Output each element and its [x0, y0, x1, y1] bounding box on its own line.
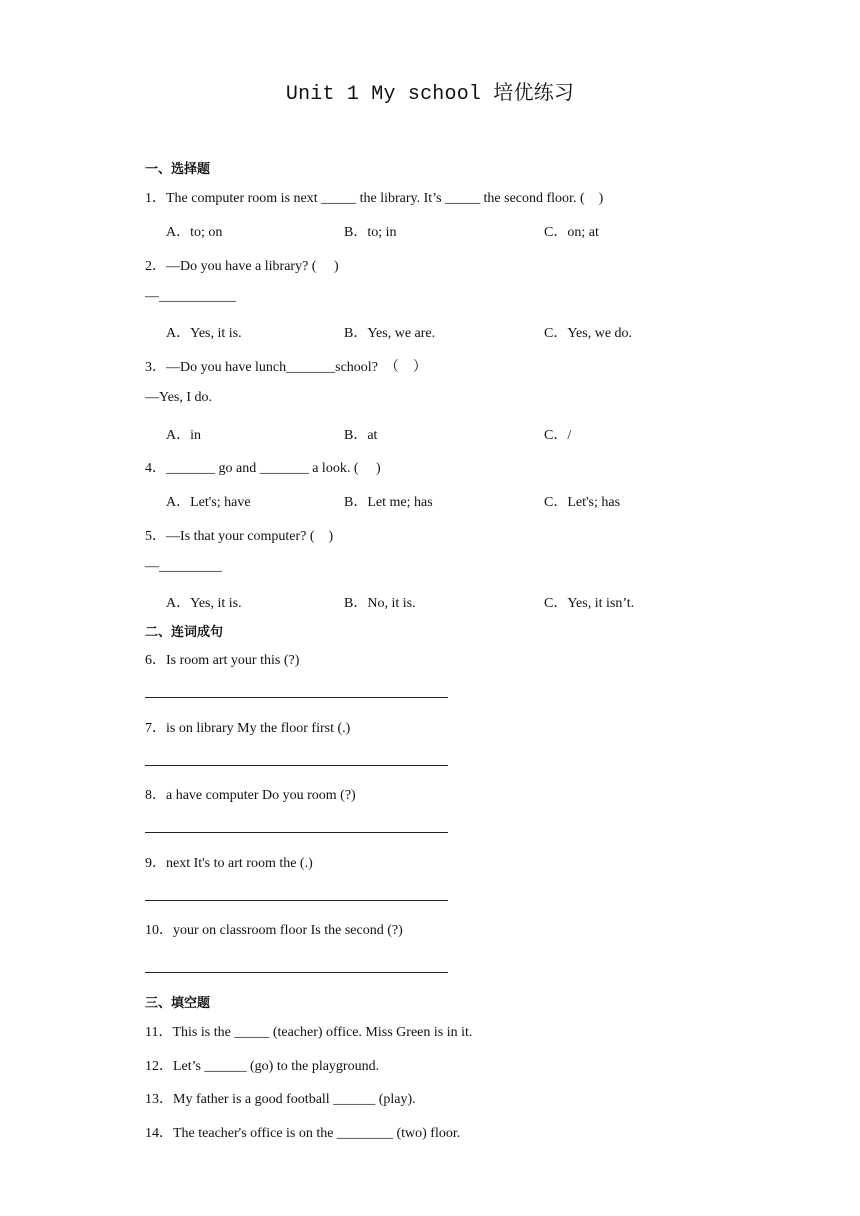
- q3-option-a: A．in: [166, 428, 201, 443]
- question-2: 2．—Do you have a library? ( ): [145, 259, 339, 274]
- q10-answer-line: [145, 972, 448, 973]
- question-9: 9．next It's to art room the (.): [145, 856, 313, 871]
- question-5: 5．—Is that your computer? ( ): [145, 529, 334, 544]
- q9-answer-line: [145, 900, 448, 901]
- q2-option-b: B．Yes, we are.: [344, 326, 436, 341]
- q1-option-c: C．on; at: [544, 225, 599, 240]
- q13-text-after: (play).: [375, 1092, 416, 1107]
- q3-option-b: B．at: [344, 428, 378, 443]
- q2-option-c: C．Yes, we do.: [544, 326, 633, 341]
- question-11: [145, 1021, 472, 1041]
- q6-answer-line: [145, 697, 448, 698]
- q13-blank: ______: [333, 1092, 376, 1107]
- q8-answer-line: [145, 832, 448, 833]
- q11-text-before: 11．This is the: [145, 1025, 235, 1040]
- q3-answer-line: —Yes, I do.: [145, 390, 213, 405]
- page-title: Unit 1 My school 培优练习: [285, 83, 575, 106]
- section-heading-order: 二、连词成句: [145, 625, 224, 640]
- q11-blank: _____: [234, 1025, 270, 1040]
- question-8: 8．a have computer Do you room (?): [145, 788, 356, 803]
- q14-text-after: (two) floor.: [392, 1126, 461, 1141]
- q5-option-c: C．Yes, it isn’t.: [544, 596, 635, 611]
- q4-option-a: A．Let's; have: [166, 495, 251, 510]
- q1-option-a: A．to; on: [166, 225, 223, 240]
- q12-blank: ______: [204, 1059, 247, 1074]
- q13-text-before: 13．My father is a good football: [145, 1092, 334, 1107]
- question-14: [145, 1122, 460, 1142]
- question-10: 10．your on classroom floor Is the second (?): [145, 923, 403, 938]
- q5-option-b: B．No, it is.: [344, 596, 416, 611]
- question-4: 4．_______ go and _______ a look. ( ): [145, 461, 381, 476]
- question-7: 7．is on library My the floor first (.): [145, 721, 351, 736]
- q4-option-b: B．Let me; has: [344, 495, 433, 510]
- question-1: 1．The computer room is next _____ the library. It’s _____ the second floor. ( ): [145, 191, 604, 206]
- q7-answer-line: [145, 765, 448, 766]
- q11-text-after: (teacher) office. Miss Green is in it.: [269, 1025, 473, 1040]
- question-6: 6．Is room art your this (?): [145, 653, 300, 668]
- question-12: [145, 1055, 379, 1075]
- q1-option-b: B．to; in: [344, 225, 397, 240]
- q14-text-before: 14．The teacher's office is on the: [145, 1126, 337, 1141]
- q5-answer-line: —_________: [145, 559, 222, 574]
- q4-option-c: C．Let's; has: [544, 495, 621, 510]
- q3-option-c: C．/: [544, 428, 572, 443]
- question-3: 3．—Do you have lunch_______school? （ ）: [145, 360, 427, 375]
- q12-text-before: 12．Let’s: [145, 1059, 205, 1074]
- section-heading-choice: 一、选择题: [145, 162, 211, 177]
- question-13: [145, 1088, 416, 1108]
- q12-text-after: (go) to the playground.: [246, 1059, 380, 1074]
- q14-blank: ________: [336, 1126, 393, 1141]
- section-heading-fill: 三、填空题: [145, 996, 211, 1011]
- q5-option-a: A．Yes, it is.: [166, 596, 242, 611]
- q2-option-a: A．Yes, it is.: [166, 326, 242, 341]
- q2-answer-line: —___________: [145, 289, 236, 304]
